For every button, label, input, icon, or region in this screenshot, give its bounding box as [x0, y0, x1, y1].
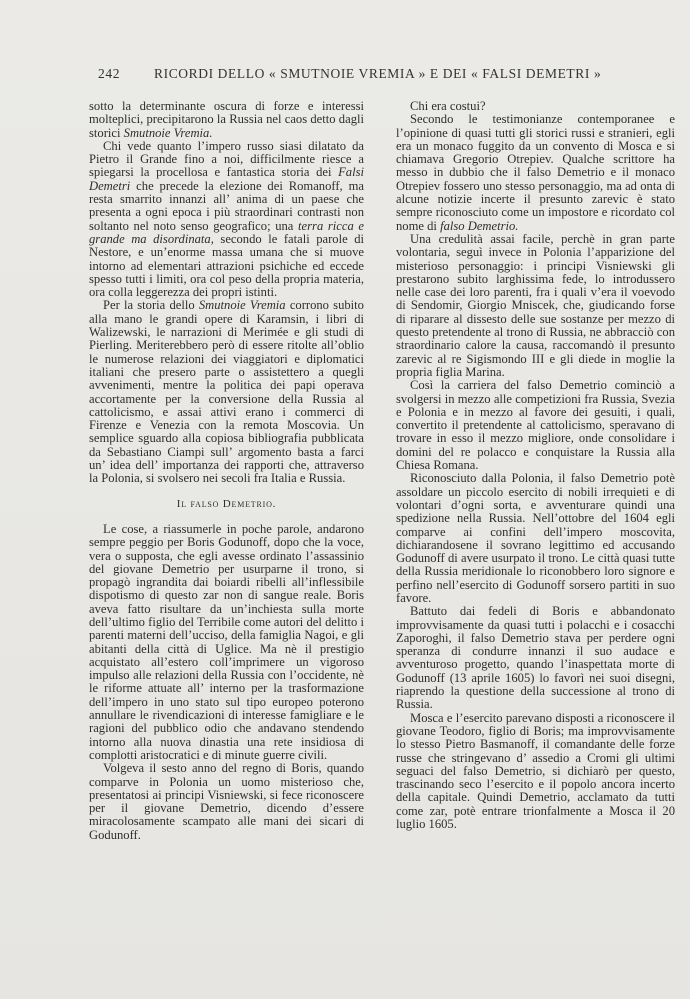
- paragraph: sotto la determinante oscura di forze e interessi molteplici, precipitarono la Russia nel caos detto dagli storici Smutnoie Vremia.: [89, 99, 364, 140]
- left-column: [89, 100, 364, 842]
- paragraph: Chi era costui?: [410, 99, 486, 113]
- page-number: 242: [98, 66, 121, 81]
- paragraph: Mosca e l’esercito parevano disposti a riconoscere il giovane Teodoro, figlio di Boris; ma improvvisamente lo stesso Pietro Basmanoff, il comandante delle forze russe che stringevano d’ assedio a Cromi gli ultimi seguaci del falso Demetrio, si dichiarò per questo, trascinando seco l’esercito e il popolo ancora incerto della capitale. Quindi Demetrio, acclamato da tutti come zar, potè entrare trionfalmente a Mosca il 20 luglio 1605.: [396, 710, 675, 832]
- paragraph: Secondo le testimonianze contemporanee e l’opinione di quasi tutti gli storici russi e stranieri, egli era un monaco fuggito da un convento di Mosca e si chiamava Gregorio Otrepiev. Qualche scrittore ha messo in dubbio che il falso Demetrio e il monaco Otrepiev fossero uno stesso personaggio, ma ad onta di alcune notizie incerte il presunto zarevic è stato sempre riconosciuto come un impostore e ricordato col nome di falso Demetrio.: [396, 112, 675, 233]
- paragraph: Battuto dai fedeli di Boris e abbandonato improvvisamente da quasi tutti i polacchi e i cosacchi Zaporoghi, il falso Demetrio stava per perdere ogni speranza di condurre innanzi il suo audace e avventuroso progetto, quando l’inaspettata morte di Godunoff (13 aprile 1605) lo favorì nei suoi disegni, riaprendo la questione della successione al trono di Russia.: [396, 604, 675, 712]
- paragraph: Riconosciuto dalla Polonia, il falso Demetrio potè assoldare un piccolo esercito di nobili irrequieti e di volontari d’ogni sorta, e avventurare quindi una spedizione nella Russia. Nell’ottobre del 1604 egli comparve ai confini dell’impero moscovita, dichiarandosene il sovrano legittimo ed accusando Godunoff di avere usurpato il trono. Le città quasi tutte della Russia meridionale lo riconobbero loro signore e perfino nell’esercito di Godunoff sorsero partiti in suo favore.: [396, 471, 675, 605]
- paragraph: Le cose, a riassumerle in poche parole, andarono sempre peggio per Boris Godunoff, dopo che la voce, vera o supposta, che egli avesse ordinato l’assassinio del giovane Demetrio per usurparne il trono, si propagò ingrandita dai boiardi ribelli all’inflessibile dispotismo di questo zar non di sangue reale. Boris aveva fatto risultare da un’inchiesta sulla morte dell’ultimo figlio del Terribile come autori del delitto i parenti materni dell’ucciso, della famiglia Nagoi, e gli abitanti della città di Uglice. Ma nè il prestigio acquistato all’estero coll’imprimere un vigoroso impulso alle relazioni della Russia con l’occidente, nè le riforme attuate all’ interno per la trasformazione dell’impero in uno stato sul tipo europeo poterono annullare le rivendicazioni di interesse famigliare e le ragioni del pubblico odio che andavano stendendo intorno alla nuova dinastia una rete insidiosa di complotti aristocratici e di minute guerre civili.: [89, 521, 364, 762]
- paragraph: Una credulità assai facile, perchè in gran parte volontaria, seguì invece in Polonia l’apparizione del misterioso personaggio: i principi Visniewski gli prestarono subito larghissima fede, lo introdussero nelle case dei loro parenti, fra i quali v’era il voevodo di Sendomir, Giorgio Mniscek, che, giudicando forse di riparare al dissesto delle sue sostanze per mezzo di questo pretendente al trono di Russia, ne abbracciò con straordinario calore la causa, raccomandò il presunto zarevic al re Sigismondo III e gli diede in moglie la propria figlia Marina.: [396, 231, 675, 379]
- page-header: [98, 66, 602, 82]
- right-column: [396, 100, 675, 831]
- paragraph: Così la carriera del falso Demetrio cominciò a svolgersi in mezzo alle competizioni fra Russia, Svezia e Polonia e in mezzo al favore dei gesuiti, i quali, convertito il pretendente al cattolicismo, speravano di trovare in esso il mezzo migliore, onde consolidare i domini del re polacco e conquistare la Russia alla Chiesa Romana.: [396, 378, 675, 473]
- paragraph: Chi vede quanto l’impero russo siasi dilatato da Pietro il Grande fino a noi, difficilmente riesce a spiegarsi la procellosa e fantastica storia dei Falsi Demetri che precede la elezione dei Romanoff, ma resta smarrito innanzi all’ anima di un paese che presenta a ogni epoca i più straordinari contrasti non soltanto nel noto senso geografico; una terra ricca e grande ma disordinata, secondo le fatali parole di Nestore, e un’enorme massa umana che si muove intorno ad elementari attrazioni psichiche ed eccede spesso tutti i limiti, ora col peso della propria materia, ora colla leggerezza dei propri istinti.: [89, 138, 364, 300]
- running-title: RICORDI DELLO « SMUTNOIE VREMIA » E DEI « FALSI DEMETRI »: [154, 66, 602, 81]
- section-title: Il falso Demetrio.: [176, 497, 277, 510]
- paragraph: Per la storia dello Smutnoie Vremia corrono subito alla mano le grandi opere di Karamsin, i libri di Walizewski, le narrazioni di Merimée e gli studi di Pierling. Meriterebbero però di essere ritolte all’oblio le numerose relazioni dei viaggiatori e diplomatici italiani che presero parte o assistettero a quegli avvenimenti, mentre la politica dei papi operava accortamente per la conversione della Russia al cattolicismo, e assai attivi erano i commerci di Firenze e Venezia con la remota Moscovia. Un semplice sguardo alla copiosa bibliografia pubblicata da Sebastiano Ciampi sull’ argomento basta a farci un’ idea dell’ importanza dei rapporti che, attraverso la Polonia, si svolsero nei secoli fra Italia e Russia.: [89, 298, 364, 486]
- paragraph: Volgeva il sesto anno del regno di Boris, quando comparve in Polonia un uomo misterioso che, presentatosi ai principi Visniewski, si fece riconoscere per il giovane Demetrio, dicendo d’essere miracolosamente scampato alle mani dei sicari di Godunoff.: [89, 761, 364, 842]
